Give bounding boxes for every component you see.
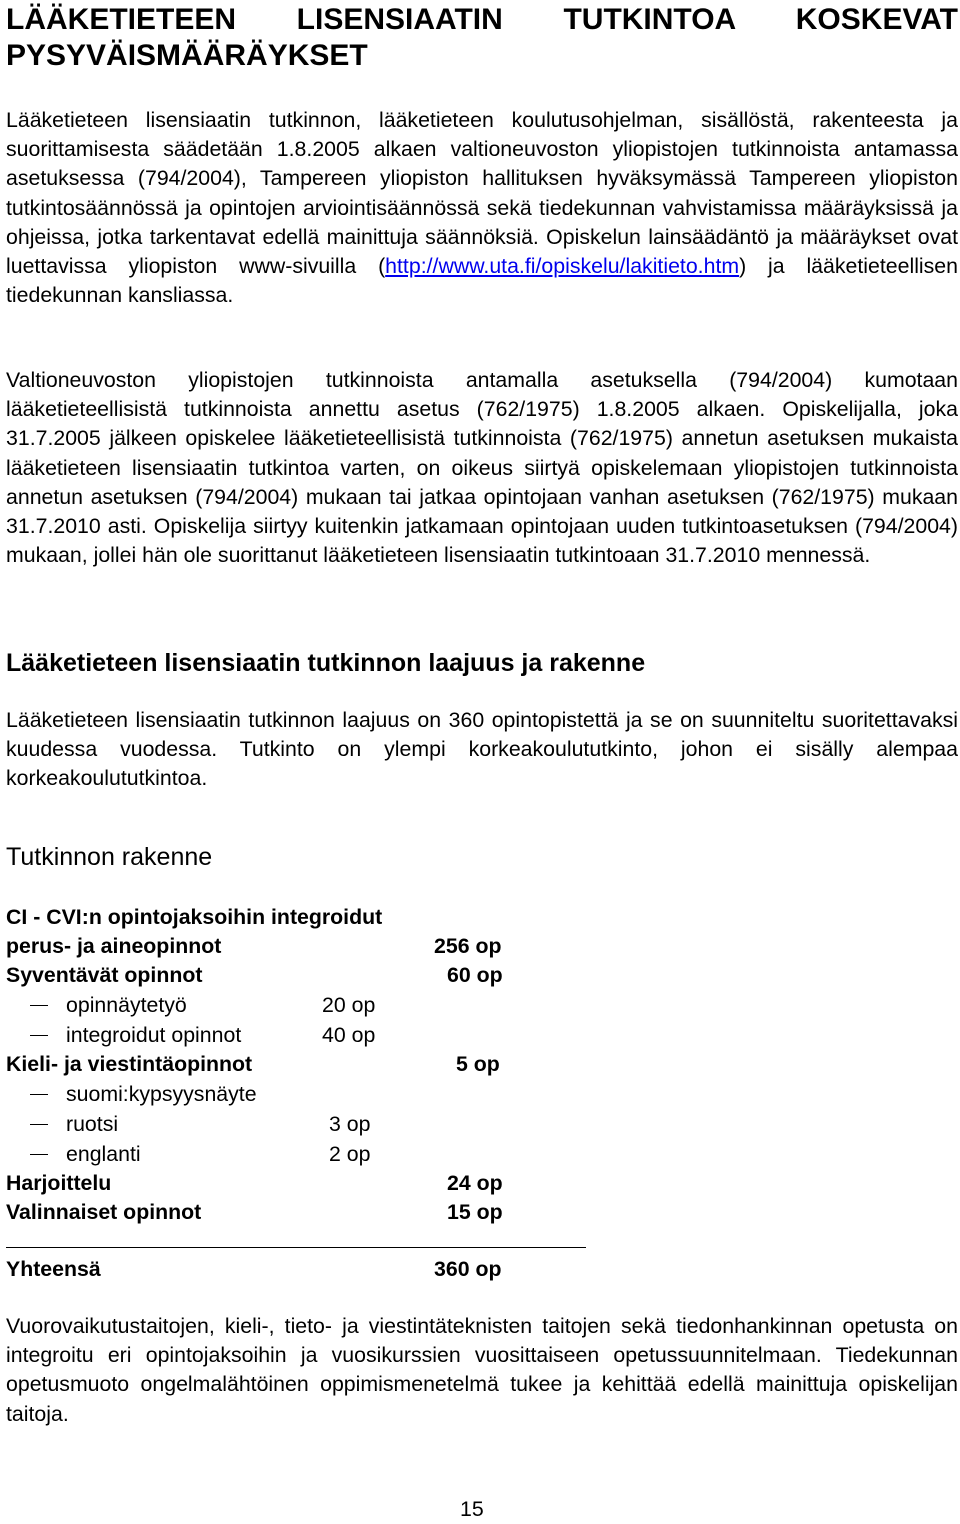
row-value: 2 op bbox=[329, 1142, 371, 1166]
row-label: Valinnaiset opinnot bbox=[6, 1200, 202, 1224]
row-label: Syventävät opinnot bbox=[6, 963, 203, 987]
row-value: 40 op bbox=[322, 1023, 376, 1047]
intro-paragraph bbox=[6, 106, 958, 310]
row-label: ruotsi bbox=[66, 1112, 119, 1136]
row-label: englanti bbox=[66, 1142, 141, 1166]
dash-bullet bbox=[30, 1154, 48, 1155]
scope-heading: Lääketieteen lisensiaatin tutkinnon laajuus ja rakenne bbox=[6, 649, 646, 677]
closing-paragraph: Vuorovaikutustaitojen, kieli-, tieto- ja viestintäteknisten taitojen sekä tiedonhankinnan opetusta on integroitu eri opintojaksoihin ja vuosikurssien vuosittaiseen opetussuunnitelmaan. Tiedekunnan opetusmuoto ongelmalähtöinen oppimismenetelmä tukee ja kehittää edellä mainittuja opiskelijan taitoja. bbox=[6, 1314, 958, 1426]
structure-heading: Tutkinnon rakenne bbox=[6, 843, 213, 871]
intro-text: Lääketieteen lisensiaatin tutkinnon, lääketieteen koulutusohjelman, sisällöstä, rakenteesta ja suorittamisesta säädetään 1.8.2005 alkaen valtioneuvoston yliopistojen tutkinnoista antamassa asetuksessa (794/2004), Tampereen yliopiston hallituksen hyväksymässä Tampereen yliopiston tutkintosäännössä ja opintojen arviointisäännössä sekä tiedekunnan vahvistamissa määräyksissä ja ohjeissa, jotka tarkentavat edellä mainittuja säännöksiä. Opiskelun lainsäädäntö ja määräykset ovat luettavissa yliopiston www-sivuilla ( bbox=[6, 108, 958, 279]
row-value: 15 op bbox=[447, 1200, 503, 1224]
row-value: 20 op bbox=[322, 993, 376, 1017]
total-label: Yhteensä bbox=[6, 1257, 101, 1281]
row-value: 256 op bbox=[434, 934, 502, 958]
lakitieto-link[interactable]: http://www.uta.fi/opiskelu/lakitieto.htm bbox=[385, 254, 740, 279]
dash-bullet bbox=[30, 1094, 48, 1095]
total-value: 360 op bbox=[434, 1257, 502, 1281]
dash-bullet bbox=[30, 1124, 48, 1125]
row-value: 24 op bbox=[447, 1171, 503, 1195]
row-label: Harjoittelu bbox=[6, 1171, 112, 1195]
row-value: 60 op bbox=[447, 963, 503, 987]
row-value: 3 op bbox=[329, 1112, 371, 1136]
page-number: 15 bbox=[460, 1497, 484, 1521]
row-label: integroidut opinnot bbox=[66, 1023, 242, 1047]
total-separator-line bbox=[6, 1247, 586, 1248]
group-heading-label: CI - CVI:n opintojaksoihin integroidut bbox=[6, 905, 383, 929]
dash-bullet bbox=[30, 1035, 48, 1036]
dash-bullet bbox=[30, 1005, 48, 1006]
row-label: perus- ja aineopinnot bbox=[6, 934, 222, 958]
row-value: 5 op bbox=[456, 1052, 500, 1076]
document-title: LÄÄKETIETEEN LISENSIAATIN TUTKINTOA KOSKEVAT PYSYVÄISMÄÄRÄYKSET bbox=[6, 3, 958, 72]
scope-paragraph: Lääketieteen lisensiaatin tutkinnon laajuus on 360 opintopistettä ja se on suunniteltu suoritettavaksi kuudessa vuodessa. Tutkinto on ylempi korkeakoulututkinto, johon ei sisälly alempaa korkeakoulututkintoa. bbox=[6, 708, 958, 791]
row-label: Kieli- ja viestintäopinnot bbox=[6, 1052, 253, 1076]
row-label: suomi:kypsyysnäyte bbox=[66, 1082, 257, 1106]
row-label: opinnäytetyö bbox=[66, 993, 187, 1017]
transition-paragraph: Valtioneuvoston yliopistojen tutkinnoista antamalla asetuksella (794/2004) kumotaan lääketieteellisistä tutkinnoista annettu asetus (762/1975) 1.8.2005 alkaen. Opiskelijalla, joka 31.7.2005 jälkeen opiskelee lääketieteellisistä tutkinnoista (762/1975) annetun asetuksen mukaista lääketieteen lisensiaatin tutkintoa varten, on oikeus siirtyä opiskelemaan yliopistojen tutkinnoista annetun asetuksen (794/2004) mukaan tai jatkaa opintojaan vanhan asetuksen (762/1975) mukaan 31.7.2010 asti. Opiskelija siirtyy kuitenkin jatkamaan opintojaan uuden tutkintoasetuksen (794/2004) mukaan, jollei hän ole suorittanut lääketieteen lisensiaatin tutkintoaan 31.7.2010 mennessä. bbox=[6, 368, 958, 568]
intro-text-end: ) ja lääketieteellisen tiedekunnan kansliassa. bbox=[6, 254, 958, 308]
